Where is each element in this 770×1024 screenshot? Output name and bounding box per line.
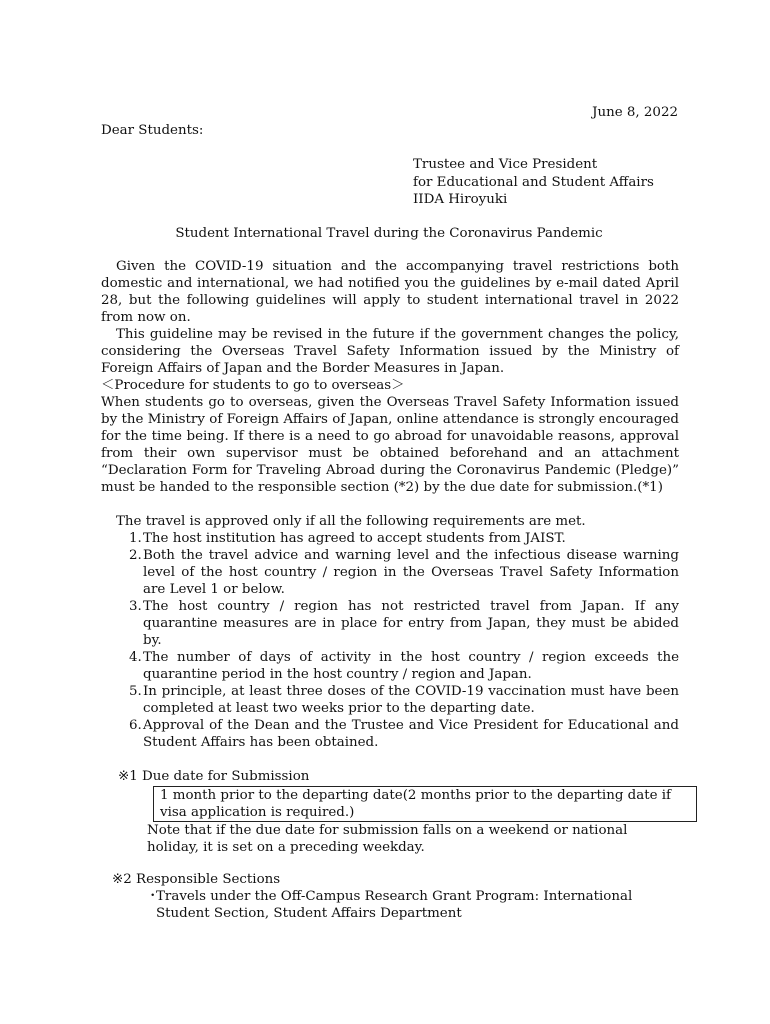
bullet-icon: ・	[146, 889, 160, 904]
requirement-item	[101, 530, 679, 547]
requirement-text: The host country / region has not restricted travel from Japan. If any quarantine measures are in place for entry from Japan, they must be abided by.	[143, 599, 679, 648]
note-due-date-heading: ※1 Due date for Submission	[118, 769, 310, 784]
responsible-section-item	[146, 888, 682, 922]
requirement-text: The number of days of activity in the host country / region exceeds the quarantine period in the host country / region and Japan.	[143, 650, 679, 682]
requirement-number: 1.	[129, 531, 142, 546]
sender-block	[413, 156, 654, 209]
requirement-text: Approval of the Dean and the Trustee and Vice President for Educational and Student Affairs has been obtained.	[143, 718, 679, 750]
letter-date: June 8, 2022	[592, 105, 678, 120]
procedure-heading: ＜Procedure for students to go to overseas＞	[101, 378, 405, 393]
sender-title: Trustee and Vice President	[413, 157, 598, 172]
note-responsible-sections-heading: ※2 Responsible Sections	[112, 872, 281, 887]
due-date-box: 1 month prior to the departing date(2 months prior to the departing date if visa application is required.)	[153, 786, 697, 822]
procedure-section	[101, 377, 679, 496]
requirement-text: The host institution has agreed to accept students from JAIST.	[143, 531, 566, 546]
intro-paragraph-2: This guideline may be revised in the future if the government changes the policy, considering the Overseas Travel Safety Information issued by the Ministry of Foreign Affairs of Japan and the Border Measures in Japan.	[101, 327, 679, 376]
requirements-section	[101, 513, 679, 751]
sender-name: IIDA Hiroyuki	[413, 192, 508, 207]
requirements-lead: The travel is approved only if all the following requirements are met.	[116, 514, 586, 529]
note-due-date	[118, 768, 698, 856]
requirement-item	[101, 649, 679, 683]
document-title: Student International Travel during the Coronavirus Pandemic	[175, 226, 603, 241]
procedure-body: When students go to overseas, given the Overseas Travel Safety Information issued by the Ministry of Foreign Affairs of Japan, online attendance is strongly encouraged for the time being. If there is a need to go abroad for unavoidable reasons, approval from their own supervisor must be obtained beforehand and an attachment “Declaration Form for Traveling Abroad during the Coronavirus Pandemic (Pledge)” must be handed to the responsible section (*2) by the due date for submission.(*1)	[101, 395, 679, 495]
requirement-number: 6.	[129, 718, 142, 733]
sender-office: for Educational and Student Affairs	[413, 174, 654, 190]
requirements-list	[101, 530, 679, 751]
requirement-item	[101, 547, 679, 598]
requirement-text: Both the travel advice and warning level and the infectious disease warning level of the host country / region in the Overseas Travel Safety Information are Level 1 or below.	[143, 548, 679, 597]
due-date-note: Note that if the due date for submission falls on a weekend or national holiday, it is set on a preceding weekday.	[147, 823, 628, 855]
requirement-number: 3.	[129, 599, 142, 614]
requirement-number: 5.	[129, 684, 142, 699]
requirement-text: In principle, at least three doses of the COVID-19 vaccination must have been completed at least two weeks prior to the departing date.	[143, 684, 679, 716]
intro-paragraph-1: Given the COVID-19 situation and the accompanying travel restrictions both domestic and international, we had notified you the guidelines by e-mail dated April 28, but the following guidelines will apply to student international travel in 2022 from now on.	[101, 259, 679, 325]
requirement-number: 4.	[129, 650, 142, 665]
requirement-item	[101, 683, 679, 717]
requirement-item	[101, 598, 679, 649]
requirement-number: 2.	[129, 548, 142, 563]
responsible-section-text: Travels under the Off-Campus Research Grant Program: International Student Section, Student Affairs Department	[156, 889, 633, 921]
intro-section	[101, 258, 679, 377]
salutation: Dear Students:	[101, 123, 204, 138]
note-responsible-sections	[112, 871, 682, 922]
requirement-item	[101, 717, 679, 751]
